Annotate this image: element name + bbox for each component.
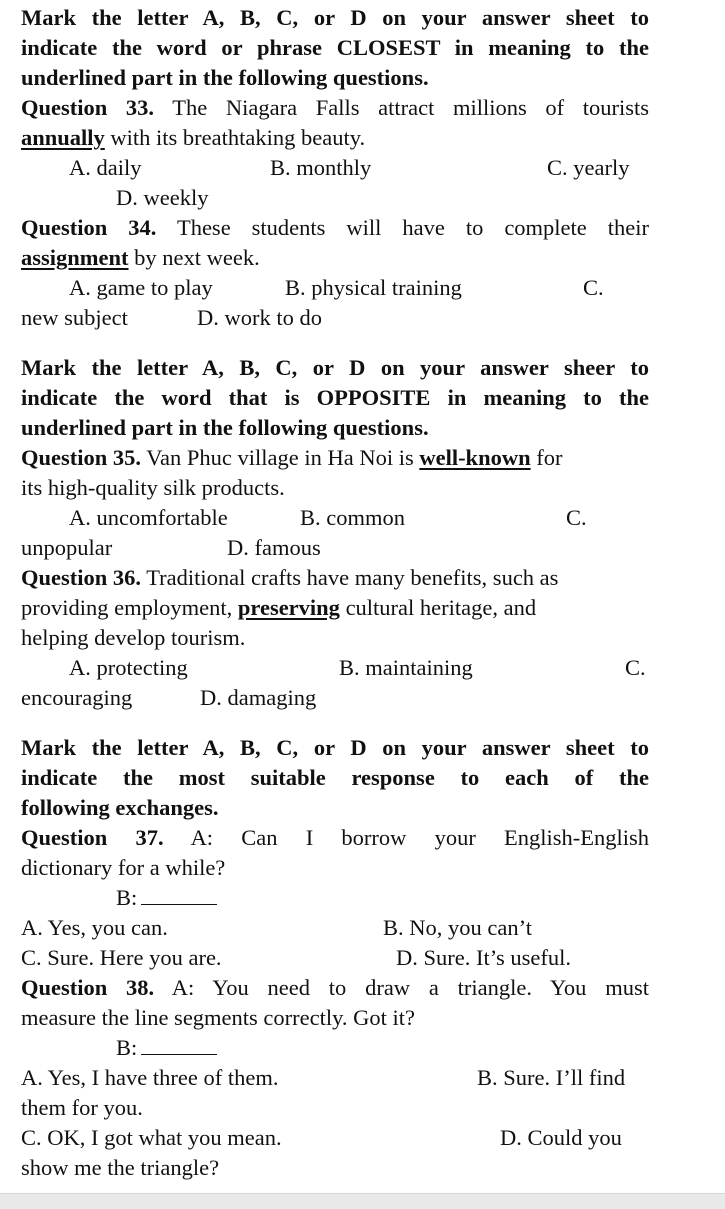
q35-stem-line2: its high-quality silk products. [21, 475, 285, 500]
q36-stem-a: Traditional crafts have many benefits, such as [146, 565, 559, 590]
q38-response-row [21, 1033, 649, 1063]
q33-option-d: D. weekly [116, 185, 209, 210]
q37-stem-a: A: Can I borrow your English-English [190, 825, 650, 850]
q36-options-row [21, 653, 649, 683]
section2-line2: indicate the word that is OPPOSITE in meaning to the [21, 385, 649, 410]
q34-stem-line1 [21, 213, 649, 243]
q36-label: Question 36. [21, 565, 142, 590]
q38-stem-line1 [21, 973, 649, 1003]
q38-stem-line2: measure the line segments correctly. Got it? [21, 1005, 416, 1030]
q37-options-row [21, 913, 649, 943]
q37-answer-blank [141, 886, 217, 905]
q34-options-row2 [21, 303, 649, 333]
q37-stem-line1 [21, 823, 649, 853]
q35-label: Question 35. [21, 445, 142, 470]
q36-option-c-text: encouraging [21, 685, 133, 710]
q36-stem-line1 [21, 563, 649, 593]
q33-option-a: A. daily [69, 155, 142, 180]
q37-option-b: B. No, you can’t [383, 915, 532, 940]
section2-line3: underlined part in the following questions. [21, 415, 429, 440]
section3-line2: indicate the most suitable response to each of the [21, 765, 649, 790]
q38-options-row2 [21, 1123, 649, 1153]
q35-options-row2 [21, 533, 649, 563]
q37-label: Question 37. [21, 825, 164, 850]
q36-option-a: A. protecting [69, 655, 188, 680]
q38-label: Question 38. [21, 975, 155, 1000]
q35-option-c-text: unpopular [21, 535, 113, 560]
q33-options-row2 [21, 183, 649, 213]
q33-stem-b: with its breathtaking beauty. [110, 125, 366, 150]
q37-option-a: A. Yes, you can. [21, 915, 168, 940]
q34-label: Question 34. [21, 215, 157, 240]
q33-option-b: B. monthly [270, 155, 372, 180]
section1-line3: underlined part in the following questions. [21, 65, 429, 90]
q33-stem-line1 [21, 93, 649, 123]
q37-option-c: C. Sure. Here you are. [21, 945, 222, 970]
q37-b-label: B: [116, 885, 138, 910]
q38-option-b-cont: them for you. [21, 1095, 143, 1120]
section2-line1: Mark the letter A, B, C, or D on your answer sheer to [21, 355, 649, 380]
q38-option-d-cont: show me the triangle? [21, 1155, 220, 1180]
q38-options-row [21, 1063, 649, 1093]
q35-stem-line1 [21, 443, 649, 473]
q36-stem-c: cultural heritage, and [345, 595, 537, 620]
q36-options-row2 [21, 683, 649, 713]
q38-response-prompt [116, 1033, 217, 1063]
q38-option-a: A. Yes, I have three of them. [21, 1065, 279, 1090]
q33-label: Question 33. [21, 95, 155, 120]
q36-stem-line2 [21, 593, 649, 623]
section1-line1: Mark the letter A, B, C, or D on your answer sheet to [21, 5, 649, 30]
q38-b-label: B: [116, 1035, 138, 1060]
q34-options-row [21, 273, 649, 303]
q36-option-d: D. damaging [200, 685, 317, 710]
q34-stem-a: These students will have to complete their [176, 215, 649, 240]
section1-line2: indicate the word or phrase CLOSEST in meaning to the [21, 35, 649, 60]
q36-stem-line3: helping develop tourism. [21, 625, 246, 650]
q35-stem-b: for [536, 445, 563, 470]
q33-options-row [21, 153, 649, 183]
section3-line1: Mark the letter A, B, C, or D on your answer sheet to [21, 735, 649, 760]
q35-option-c-letter: C. [566, 505, 587, 530]
q33-stem-line2 [21, 123, 649, 153]
q34-stem-b: by next week. [134, 245, 260, 270]
q33-option-c: C. yearly [547, 155, 630, 180]
q35-underlined: well-known [419, 445, 531, 470]
q34-underlined: assignment [21, 245, 129, 270]
q35-option-d: D. famous [227, 535, 321, 560]
q38-option-d: D. Could you [500, 1125, 622, 1150]
q34-stem-line2 [21, 243, 649, 273]
q35-option-b: B. common [300, 505, 405, 530]
q33-stem-a: The Niagara Falls attract millions of tourists [172, 95, 649, 120]
q37-response-row [21, 883, 649, 913]
q34-option-a: A. game to play [69, 275, 213, 300]
q37-stem-line2: dictionary for a while? [21, 855, 226, 880]
q37-response-prompt [116, 883, 217, 913]
q35-option-a: A. uncomfortable [69, 505, 228, 530]
q38-stem-a: A: You need to draw a triangle. You must [171, 975, 649, 1000]
q35-stem-a: Van Phuc village in Ha Noi is [146, 445, 414, 470]
q34-option-c-letter: C. [583, 275, 604, 300]
section3-line3: following exchanges. [21, 795, 219, 820]
q38-option-b: B. Sure. I’ll find [477, 1065, 626, 1090]
q34-option-c-text: new subject [21, 305, 128, 330]
q38-option-c: C. OK, I got what you mean. [21, 1125, 282, 1150]
q36-option-b: B. maintaining [339, 655, 473, 680]
q38-answer-blank [141, 1036, 217, 1055]
q33-underlined: annually [21, 125, 105, 150]
q36-underlined: preserving [237, 595, 340, 620]
q36-stem-b: providing employment, [21, 595, 233, 620]
q35-options-row [21, 503, 649, 533]
q34-option-d: D. work to do [197, 305, 322, 330]
q37-option-d: D. Sure. It’s useful. [396, 945, 571, 970]
q34-option-b: B. physical training [285, 275, 462, 300]
q36-option-c-letter: C. [625, 655, 646, 680]
page-bottom-edge [0, 1193, 725, 1209]
q37-options-row2 [21, 943, 649, 973]
